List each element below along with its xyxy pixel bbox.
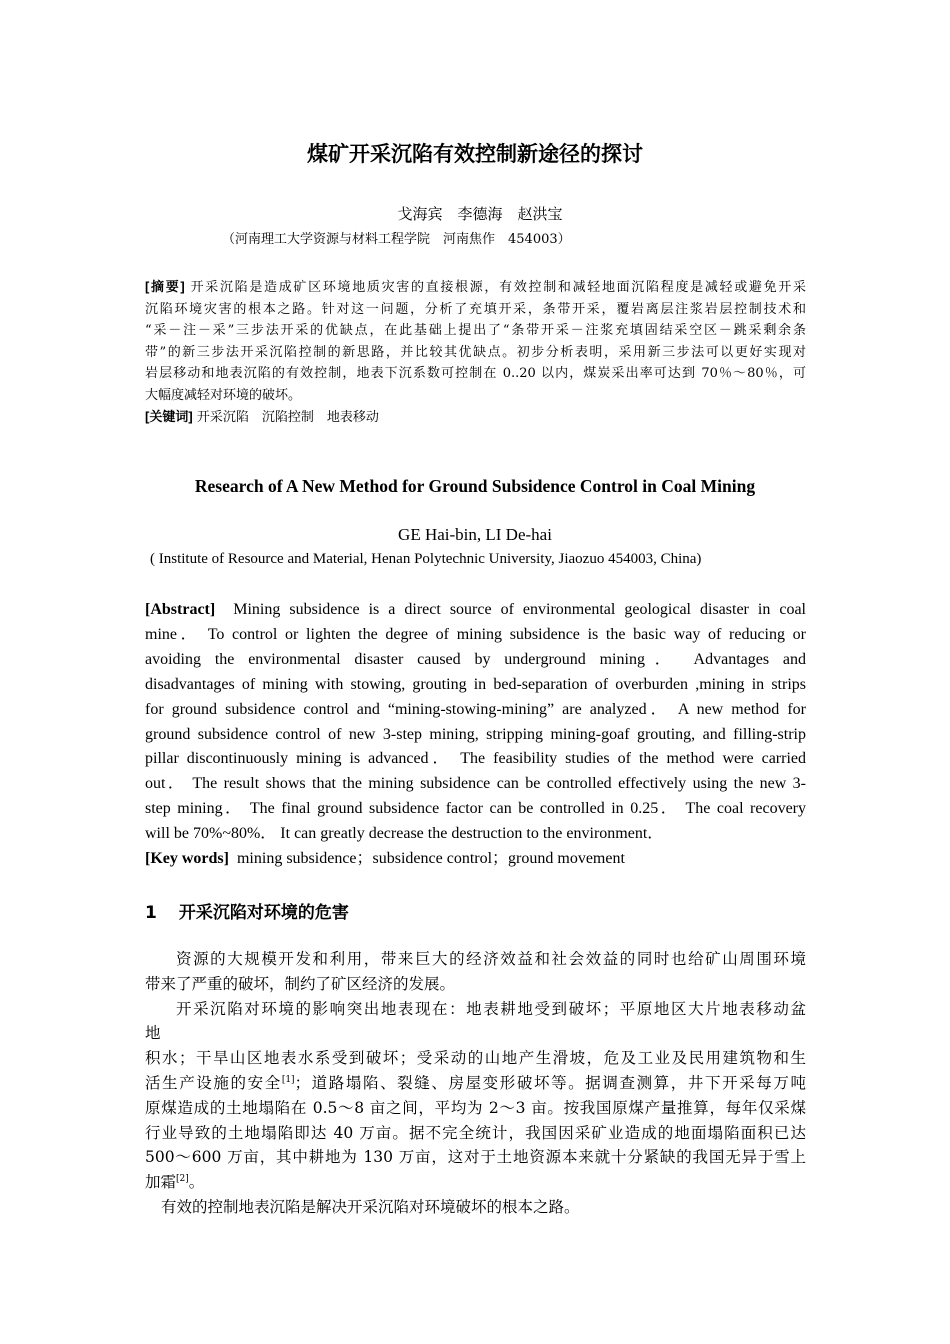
abstract-line: “采－注－采”三步法开采的优缺点，在此基础上提出了“条带开采－注浆充填固结采空区－跳采剩余条: [145, 323, 806, 338]
body-line: [145, 1170, 806, 1195]
body-line: 有效的控制地表沉陷是解决开采沉陷对环境破坏的根本之路。: [161, 1197, 580, 1216]
authors-en: GE Hai-bin, LI De-hai: [398, 525, 552, 544]
body-line: 地: [145, 1024, 161, 1043]
keywords-cn-label: [关键词]: [145, 409, 193, 424]
keywords-en-label: [Key words]: [145, 850, 229, 868]
body-line: 行业导致的土地塌陷即达 40 万亩。据不完全统计，我国因采矿业造成的地面塌陷面积已达: [145, 1123, 806, 1142]
abstract-en-label: [Abstract]: [145, 601, 216, 618]
body-line: [145, 1071, 806, 1096]
text: ；道路塌陷、裂缝、房屋变形破坏等。据调查测算，井下开采每万吨: [294, 1073, 806, 1092]
body-line: 资源的大规模开发和利用，带来巨大的经济效益和社会效益的同时也给矿山周围环境: [176, 950, 806, 968]
text: 活生产设施的安全: [145, 1073, 282, 1092]
page-title: 煤矿开采沉陷有效控制新途径的探讨: [307, 142, 643, 166]
body-line: 带来了严重的破坏，制约了矿区经济的发展。: [145, 974, 456, 993]
abstract-line: 岩层移动和地表沉陷的有效控制，地表下沉系数可控制在 0..20 以内，煤炭采出率可达到 70％～80％，可: [145, 366, 806, 381]
citation-2[interactable]: [2]: [176, 1174, 189, 1185]
section-title: 开采沉陷对环境的危害: [178, 903, 349, 923]
abstract-cn: [145, 276, 806, 429]
authors-cn: 戈海宾 李德海 赵洪宝: [397, 205, 563, 223]
abstract-line: will be 70%~80%． It can greatly decrease the destruction to the environment．: [145, 825, 664, 843]
abstract-line: disadvantages of mining with stowing, grouting in bed-separation of overburden ,mining in strips: [145, 675, 806, 693]
section-number: 1: [145, 903, 157, 923]
title-en: [0, 476, 950, 497]
section-heading: [145, 898, 349, 923]
keywords-cn: 开采沉陷 沉陷控制 地表移动: [196, 410, 379, 425]
body-line: 500～600 万亩，其中耕地为 130 万亩，这对于土地资源本来就十分紧缺的我国无异于雪上: [145, 1148, 806, 1167]
abstract-line: for ground subsidence control and “mining-stowing-mining” are analyzed． A new method for: [145, 700, 806, 718]
abstract-line: 带”的新三步法开采沉陷控制的新思路，并比较其优缺点。初步分析表明，采用新三步法可以更好实现对: [145, 344, 806, 360]
abstract-cn-label: [摘要]: [145, 279, 185, 294]
affiliation-en: ( Institute of Resource and Material, Henan Polytechnic University, Jiaozuo 454003, China): [150, 551, 702, 567]
body-line: 原煤造成的土地塌陷在 0.5～8 亩之间，平均为 2～3 亩。按我国原煤产量推算，每年仅采煤: [145, 1098, 806, 1117]
keywords-en: mining subsidence；subsidence control；ground movement: [236, 850, 625, 868]
section-body: [145, 947, 806, 1220]
abstract-line: out． The result shows that the mining subsidence can be controlled effectively using the new 3-: [145, 775, 806, 793]
citation-1[interactable]: [1]: [281, 1074, 295, 1085]
text: 加霜: [145, 1173, 177, 1192]
abstract-line: step mining． The final ground subsidence factor can be controlled in 0.25． The coal recovery: [145, 800, 806, 818]
text: 。: [188, 1173, 205, 1192]
abstract-line: avoiding the environmental disaster caused by underground mining． Advantages and: [145, 650, 806, 668]
abstract-line: 开采沉陷是造成矿区环境地质灾害的直接根源，有效控制和减轻地面沉陷程度是减轻或避免开采: [190, 280, 806, 295]
body-line: 开采沉陷对环境的影响突出地表现在：地表耕地受到破坏；平原地区大片地表移动盆: [176, 999, 806, 1018]
abstract-line: 大幅度减轻对环境的破坏。: [145, 387, 302, 403]
abstract-line: ground subsidence control of new 3-step mining, stripping mining-goaf grouting, and filling-strip: [145, 725, 806, 743]
abstract-line: pillar discontinuously mining is advanced． The feasibility studies of the method were carried: [145, 750, 806, 768]
abstract-line: 沉陷环境灾害的根本之路。针对这一问题，分析了充填开采，条带开采，覆岩离层注浆岩层控制技术和: [145, 301, 806, 317]
affiliation-cn: （河南理工大学资源与材料工程学院 河南焦作 454003）: [222, 232, 571, 247]
title-en-text: Research of A New Method for Ground Subsidence Control in Coal Mining: [194, 476, 756, 496]
body-line: 积水；干旱山区地表水系受到破坏；受采动的山地产生滑坡，危及工业及民用建筑物和生: [145, 1049, 806, 1068]
abstract-line: Mining subsidence is a direct source of environmental geological disaster in coal: [233, 601, 807, 618]
abstract-en: [145, 598, 806, 872]
abstract-line: mine． To control or lighten the degree of mining subsidence is the basic way of reducing or: [145, 625, 807, 643]
